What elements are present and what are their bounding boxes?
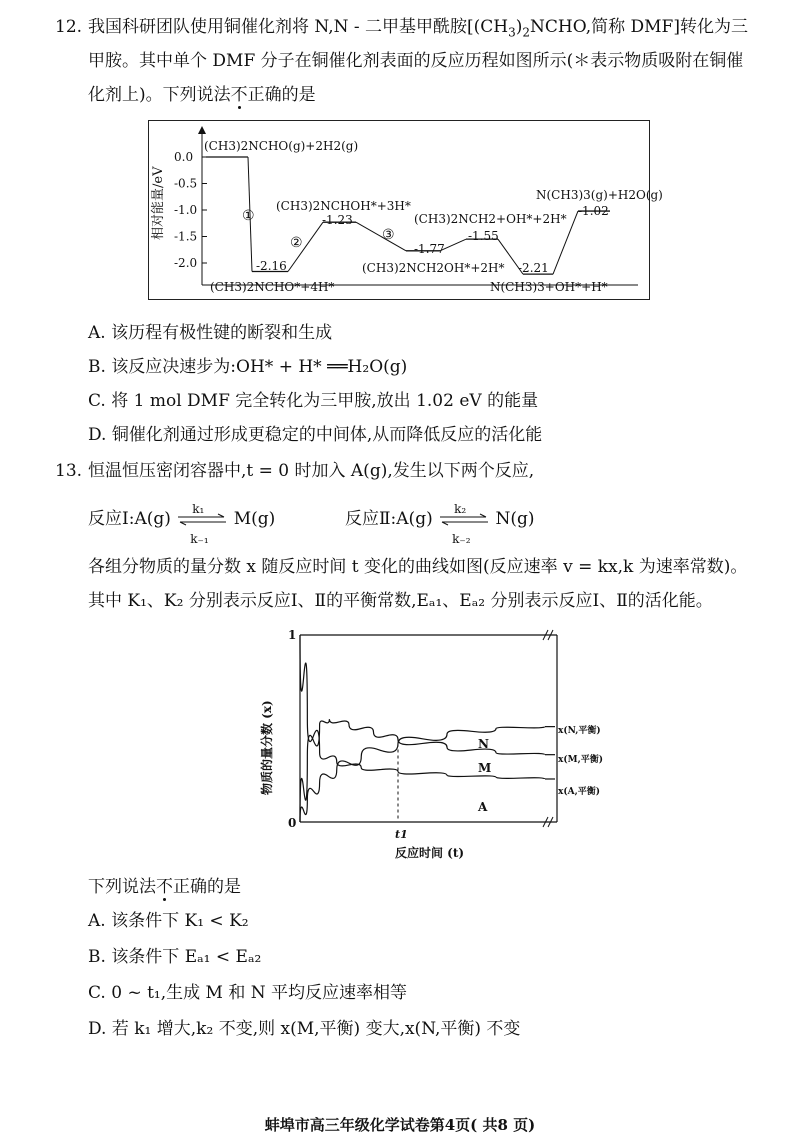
series-line-N [300, 727, 545, 822]
series-label-A: A [478, 800, 488, 814]
step-label-3: ③ [382, 227, 395, 243]
energy-ylabel: 相对能量/eV [151, 166, 166, 240]
mole-fraction-chart [255, 625, 625, 870]
equilibrium-arrow-1-icon [176, 514, 228, 526]
q13-option-c: C. 0 ~ t₁,生成 M 和 N 平均反应速率相等 [88, 983, 408, 1003]
energy-value-5: -2.21 [518, 261, 549, 275]
q12-number: 12. [55, 17, 83, 37]
q13-option-b: B. 该条件下 Eₐ₁ < Eₐ₂ [88, 947, 262, 967]
state-label-3: (CH3)2NCH2OH*+2H* [362, 261, 505, 275]
state-label-5: N(CH3)3+OH*+H* [490, 280, 608, 294]
reaction-2: 反应Ⅱ:A(g) k₂ k₋₂ N(g) [345, 501, 535, 546]
q13-line1: 恒温恒压密闭容器中,t = 0 时加入 A(g),发生以下两个反应, [88, 461, 535, 481]
energy-ytick-label: 0.0 [174, 150, 194, 164]
q13-line3: 其中 K₁、K₂ 分别表示反应Ⅰ、Ⅱ的平衡常数,Eₐ₁、Eₐ₂ 分别表示反应Ⅰ、Ⅱ的活化能。 [88, 591, 713, 611]
state-label-1: (CH3)2NCHO*+4H* [210, 280, 335, 294]
energy-value-2: -1.23 [322, 213, 353, 227]
q13-option-d: D. 若 k₁ 增大,k₂ 不变,则 x(M,平衡) 变大,x(N,平衡) 不变 [88, 1019, 521, 1039]
q12-option-c: C. 将 1 mol DMF 完全转化为三甲胺,放出 1.02 eV 的能量 [88, 391, 539, 411]
energy-value-3: -1.77 [414, 242, 445, 256]
reaction-1: 反应Ⅰ:A(g) k₁ k₋₁ M(g) [88, 501, 276, 546]
energy-diagram [148, 120, 663, 300]
series-label-N: N [478, 737, 489, 751]
q12-option-a: A. 该历程有极性键的断裂和生成 [88, 323, 333, 343]
page-footer: 蚌埠市高三年级化学试卷第4页( 共8 页) [264, 1116, 536, 1134]
chart-xlabel: 反应时间 (t) [395, 846, 465, 860]
q12-line1: 我国科研团队使用铜催化剂将 N,N - 二甲基甲酰胺[$(CH_3)_2NCHO$,简称 DMF]转化为三 [88, 17, 748, 40]
end-label-A: x(A,平衡) [558, 787, 600, 797]
q13-option-a: A. 该条件下 K₁ < K₂ [88, 911, 249, 931]
energy-value-4: -1.55 [468, 229, 499, 243]
q13-number: 13. [55, 461, 83, 481]
q13-question: 下列说法不正确的是 [88, 877, 241, 897]
state-label-4: (CH3)2NCH2+OH*+2H* [414, 212, 567, 226]
end-label-N: x(N,平衡) [558, 726, 601, 736]
chart-ytick-1: 1 [288, 628, 297, 642]
end-label-M: x(M,平衡) [558, 755, 603, 765]
q12-option-d: D. 铜催化剂通过形成更稳定的中间体,从而降低反应的活化能 [88, 425, 543, 445]
series-line-A [300, 635, 545, 779]
chart-ylabel: 物质的量分数 (x) [260, 700, 274, 795]
state-label-2: (CH3)2NCHOH*+3H* [276, 199, 411, 213]
q13-line2: 各组分物质的量分数 x 随反应时间 t 变化的曲线如图(反应速率 v = kx,k 为速率常数)。 [88, 557, 748, 577]
chart-xtick-t1: t1 [395, 828, 408, 841]
energy-value-1: -2.16 [256, 259, 287, 273]
state-label-0: (CH3)2NCHO(g)+2H2(g) [204, 139, 359, 153]
step-label-1: ① [242, 208, 255, 224]
energy-path-3 [356, 222, 406, 251]
energy-ytick-label: -2.0 [174, 256, 198, 270]
step-label-2: ② [290, 235, 303, 251]
energy-value-6: -1.02 [578, 204, 609, 218]
q12-line3: 化剂上)。下列说法不正确的是 [88, 85, 316, 105]
equilibrium-arrow-2-icon [438, 514, 490, 526]
energy-ytick-label: -1.0 [174, 203, 198, 217]
q12-line2: 甲胺。其中单个 DMF 分子在铜催化剂表面的反应历程如图所示(＊表示物质吸附在铜催 [88, 51, 744, 71]
energy-ytick-label: -1.5 [174, 229, 198, 244]
series-label-M: M [478, 761, 492, 775]
q12-option-b: B. 该反应决速步为:OH* + H* ══H₂O(g) [88, 357, 408, 377]
state-label-6: N(CH3)3(g)+H2O(g) [536, 188, 663, 202]
chart-ytick-0: 0 [288, 816, 297, 830]
energy-ytick-label: -0.5 [174, 176, 198, 191]
